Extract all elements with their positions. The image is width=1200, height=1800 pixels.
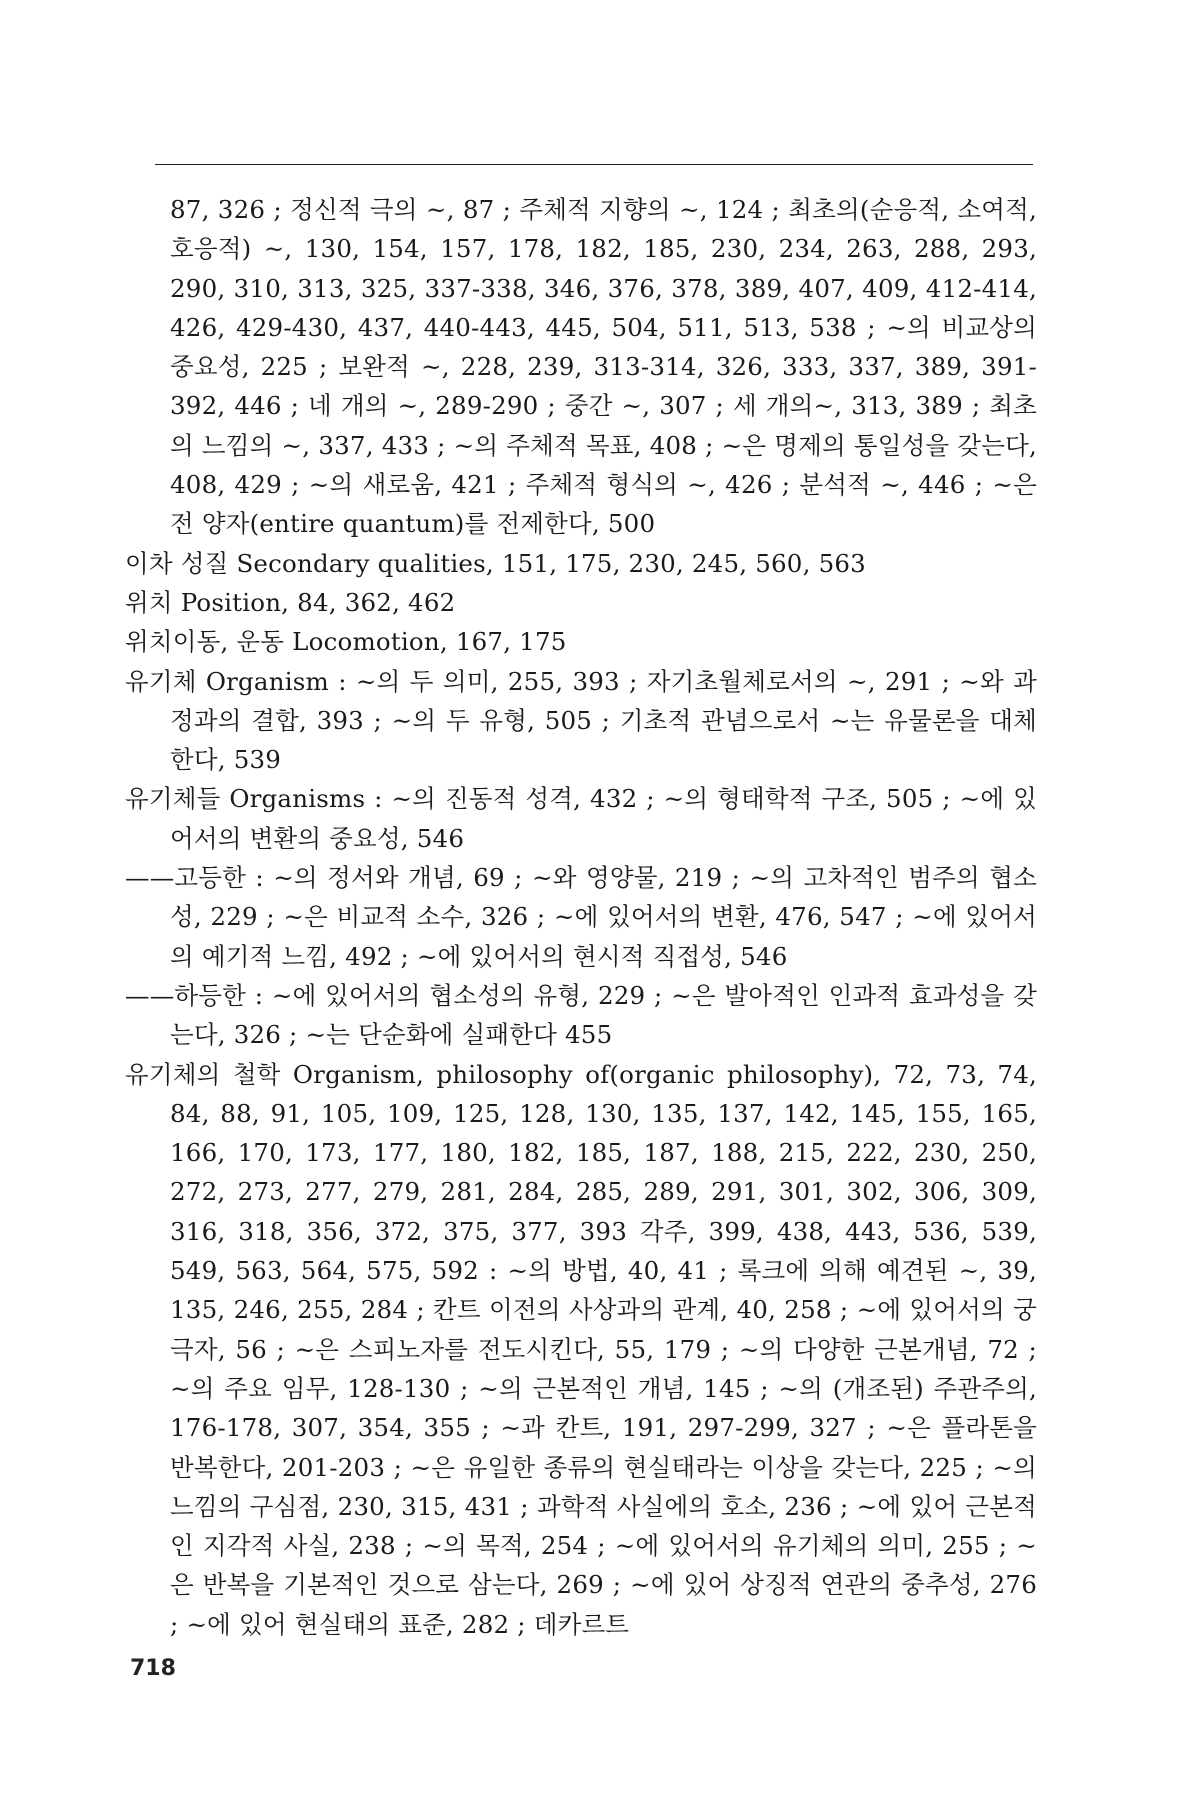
index-entry-continuation: 87, 326 ; 정신적 극의 ~, 87 ; 주체적 지향의 ~, 124 ; 최초의(순응적, 소여적, 호응적) ~, 130, 154, 157, 178, 182, 185, 230, 234, 263, 288, 293, 290, 310, 313, 325, 337-338, 346, 376, 378, 389, 407, 409, 412-414, 426, 429-430, 437, 440-443, 445, 504, 511, 513, 538 ; ~의 비교상의 중요성, 225 ; 보완적 ~, 228, 239, 313-314, 326, 333, 337, 389, 391-392, 446 ; 네 개의 ~, 289-290 ; 중간 ~, 307 ; 세 개의~, 313, 389 ; 최초의 느낌의 ~, 337, 433 ; ~의 주체적 목표, 408 ; ~은 명제의 통일성을 갖는다, 408, 429 ; ~의 새로움, 421 ; 주체적 형식의 ~, 426 ; 분석적 ~, 446 ; ~은 전 양자(entire quantum)를 전제한다, 500: [170, 195, 1037, 539]
index-entry-position: 위치 Position, 84, 362, 462: [125, 587, 456, 617]
index-subentry-higher: ——고등한 : ~의 정서와 개념, 69 ; ~와 영양물, 219 ; ~의 고차적인 범주의 협소성, 229 ; ~은 비교적 소수, 326 ; ~에 있어서의 변환, 476, 547 ; ~에 있어서의 예기적 느낌, 492 ; ~에 있어서의 현시적 직접성, 546: [125, 863, 1037, 971]
index-body: [125, 190, 1037, 1644]
index-entry-organisms: 유기체들 Organisms : ~의 진동적 성격, 432 ; ~의 형태학적 구조, 505 ; ~에 있어서의 변환의 중요성, 546: [125, 784, 1037, 853]
index-subentry-lower: ——하등한 : ~에 있어서의 협소성의 유형, 229 ; ~은 발아적인 인과적 효과성을 갖는다, 326 ; ~는 단순화에 실패한다 455: [125, 980, 1037, 1050]
top-rule: [155, 164, 1033, 165]
index-entry-secondary-qualities: 이차 성질 Secondary qualities, 151, 175, 230, 245, 560, 563: [125, 548, 866, 578]
index-entry-organism: 유기체 Organism : ~의 두 의미, 255, 393 ; 자기초월체로서의 ~, 291 ; ~와 과정과의 결합, 393 ; ~의 두 유형, 505 ; 기초적 관념으로서 ~는 유물론을 대체한다, 539: [125, 666, 1037, 775]
index-entry-locomotion: 위치이동, 운동 Locomotion, 167, 175: [125, 627, 567, 657]
page-number: 718: [130, 1656, 176, 1681]
index-entry-philosophy-of-organism: 유기체의 철학 Organism, philosophy of(organic philosophy), 72, 73, 74, 84, 88, 91, 105, 109, 125, 128, 130, 135, 137, 142, 145, 155, 165, 166, 170, 173, 177, 180, 182, 185, 187, 188, 215, 222, 230, 250, 272, 273, 277, 279, 281, 284, 285, 289, 291, 301, 302, 306, 309, 316, 318, 356, 372, 375, 377, 393 각주, 399, 438, 443, 536, 539, 549, 563, 564, 575, 592 : ~의 방법, 40, 41 ; 록크에 의해 예견된 ~, 39, 135, 246, 255, 284 ; 칸트 이전의 사상과의 관계, 40, 258 ; ~에 있어서의 궁극자, 56 ; ~은 스피노자를 전도시킨다, 55, 179 ; ~의 다양한 근본개념, 72 ; ~의 주요 임무, 128-130 ; ~의 근본적인 개념, 145 ; ~의 (개조된) 주관주의, 176-178, 307, 354, 355 ; ~과 칸트, 191, 297-299, 327 ; ~은 플라톤을 반복한다, 201-203 ; ~은 유일한 종류의 현실태라는 이상을 갖는다, 225 ; ~의 느낌의 구심점, 230, 315, 431 ; 과학적 사실에의 호소, 236 ; ~에 있어 근본적인 지각적 사실, 238 ; ~의 목적, 254 ; ~에 있어서의 유기체의 의미, 255 ; ~은 반복을 기본적인 것으로 삼는다, 269 ; ~에 있어 상징적 연관의 중추성, 276 ; ~에 있어 현실태의 표준, 282 ; 데카르트: [125, 1059, 1037, 1639]
